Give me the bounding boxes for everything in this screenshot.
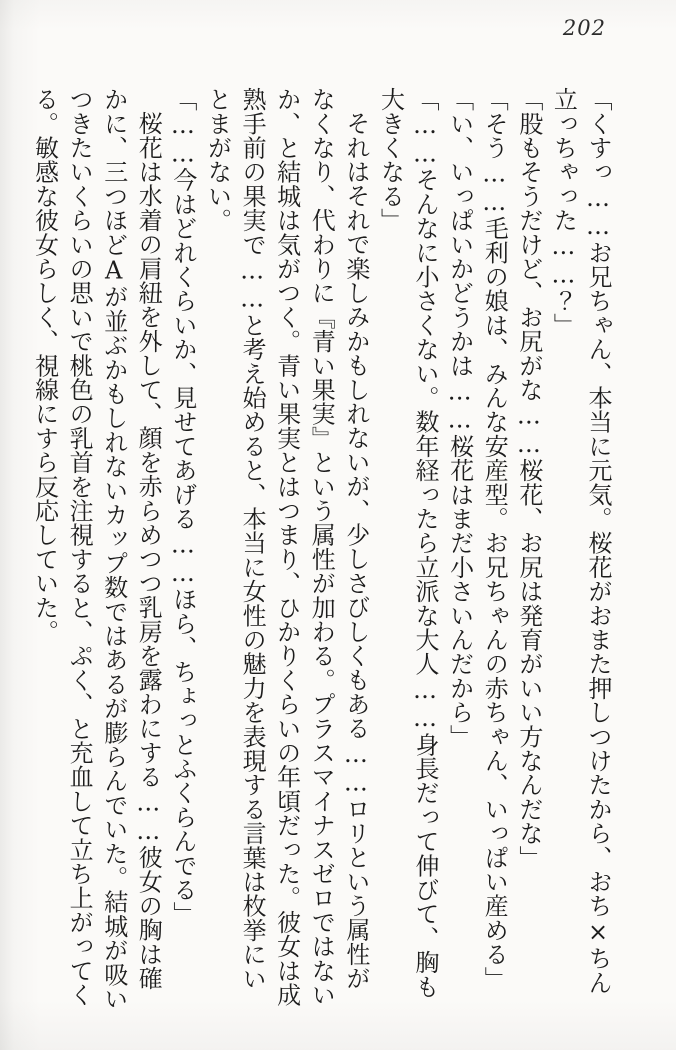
paragraph-dialogue-3: 「そう……毛利の娘は、みんな安産型。お兄ちゃんの赤ちゃん、いっぱい産める」 — [480, 87, 509, 991]
paragraph-dialogue-5: 「……そんなに小さくない。数年経ったら立派な大人……身長だって伸びて、胸も大きくなる」 — [376, 87, 440, 999]
paragraph-dialogue-1: 「くすっ……お兄ちゃん、本当に元気。桜花がおまた押しつけたから、おち×ちん立っちゃった……？」 — [549, 87, 612, 995]
paragraph-narration-1: それはそれで楽しみかもしれないが、少しさびしくもある……ロリという属性がなくなり、代わりに『青い果実』という属性が加わる。プラスマイナスゼロではないか、と結城は気がつく。青い果実とはつまり、ひかりくらいの年頃だった。彼女は成熟手前の果実で……と考え始めると、本当に女性の魅力を表現する言葉は枚挙にいとまがない。 — [203, 87, 370, 1007]
vertical-text-block — [25, 87, 615, 1011]
paragraph-narration-2: 桜花は水着の肩紐を外して、顔を赤らめつつ乳房を露わにする……彼女の胸は確かに、三つほどAが並ぶかもしれないカップ数ではあるが膨らんでいた。結城が吸いつきたいくらいの思いで桃色の乳首を注視すると、ぷく、と充血して立ち上がってくる。敏感な彼女らしく、視線にすら反応していた。 — [30, 87, 163, 1011]
paragraph-dialogue-6: 「……今はどれくらいか、見せてあげる……ほら、ちょっとふくらんでる」 — [168, 87, 197, 926]
page-number: 202 — [562, 16, 606, 40]
paragraph-dialogue-4: 「い、いっぱいかどうかは……桜花はまだ小さいんだから」 — [445, 87, 474, 749]
paragraph-dialogue-2: 「股もそうだけど、お尻がな……桜花、お尻は発育がいい方なんだな」 — [514, 87, 543, 870]
